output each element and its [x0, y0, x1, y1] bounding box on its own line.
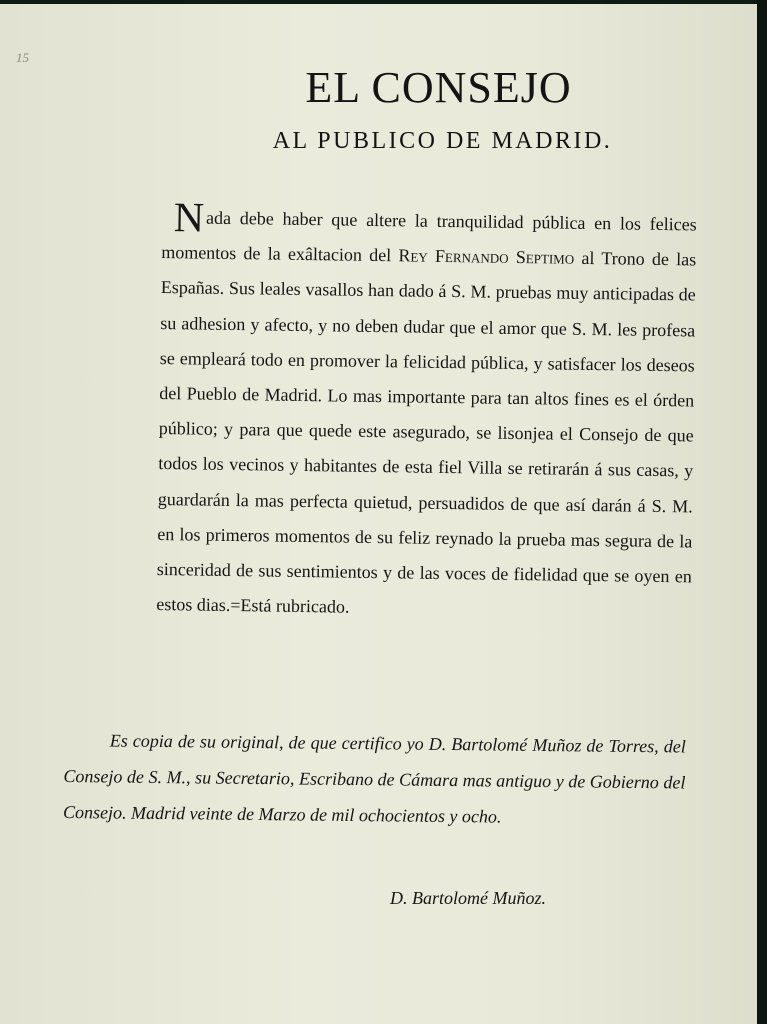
- body-text-part-1: ada debe haber que altere la tranquilidad pública en los felices momentos de la exâltacion del: [161, 207, 697, 266]
- drop-cap: N: [173, 195, 205, 242]
- document-page: [0, 4, 757, 1024]
- signature: D. Bartolomé Muñoz.: [390, 888, 546, 908]
- body-text-part-2: al Trono de las Españas. Sus leales vasallos han dado á S. M. pruebas muy anticipadas de su adhesion y afecto, y no deben dudar que el amor que S. M. les profesa se empleará todo en promover la felicidad pública, y satisfacer los deseos del Pueblo de Madrid. Lo mas importante para tan altos fines es el órden público; y para que quede este asegurado, se lisonjea el Consejo de que todos los vecinos y habitantes de esta fiel Villa se retirarán á sus casas, y guardarán la mas perfecta quietud, persuadidos de que así darán á S. M. en los primeros momentos de su feliz reynado la prueba mas segura de la sinceridad de sus sentimientos y de las voces de fidelidad que se oyen en estos dias.=Está rubricado.: [156, 247, 697, 617]
- document-title: EL CONSEJO: [305, 63, 572, 112]
- document-subtitle: AL PUBLICO DE MADRID.: [272, 128, 613, 154]
- scan-border: [757, 0, 767, 1024]
- folio-mark: 15: [16, 50, 29, 65]
- body-paragraph: [156, 195, 697, 630]
- copy-certification: Es copia de su original, de que certifico yo D. Bartolomé Muñoz de Torres, del Consejo de S. M., su Secretario, Escribano de Cámara mas antiguo y de Gobierno del Consejo. Madrid veinte de Marzo de mil ochocientos y ocho.: [62, 730, 686, 827]
- king-name: Rey Fernando Septimo: [398, 245, 575, 268]
